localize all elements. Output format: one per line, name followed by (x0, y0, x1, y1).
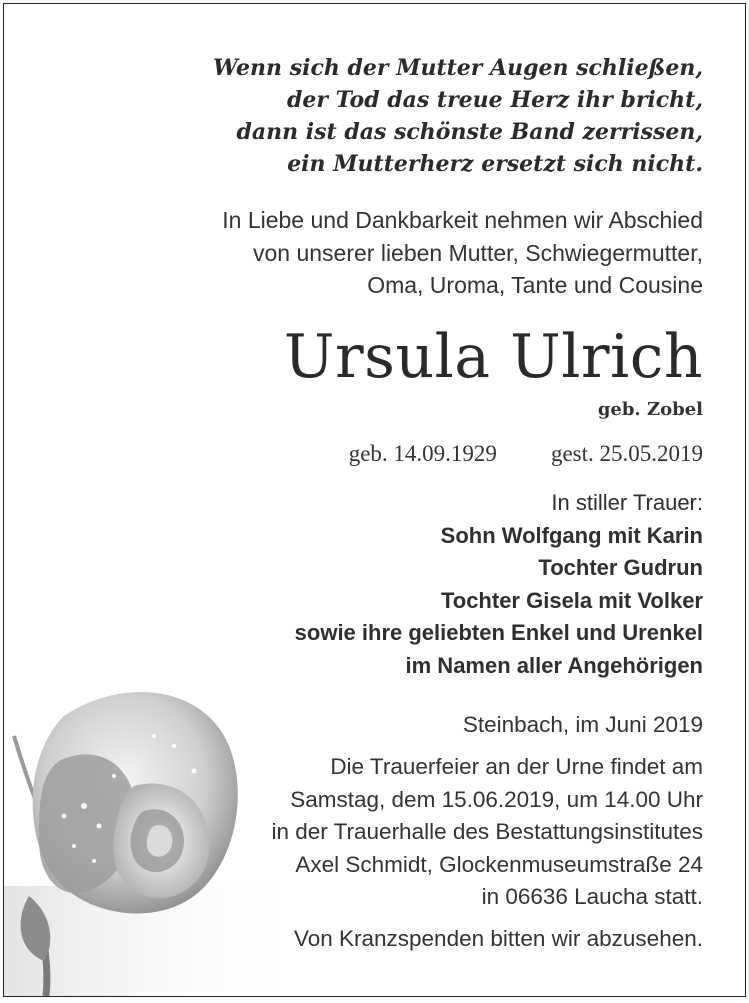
poem-line: Wenn sich der Mutter Augen schließen, (213, 55, 703, 81)
ceremony-line: Axel Schmidt, Glockenmuseumstraße 24 (295, 851, 703, 877)
intro-line: In Liebe und Dankbarkeit nehmen wir Abschied (222, 207, 703, 233)
ceremony-line: in 06636 Laucha statt. (481, 884, 703, 909)
deceased-name: Ursula Ulrich (283, 322, 703, 392)
poem-line: ein Mutterherz ersetzt sich nicht. (287, 151, 703, 177)
ceremony-info (272, 751, 704, 914)
ceremony-line: in der Trauerhalle des Bestattungsinstitutes (271, 819, 703, 844)
ceremony-line: Samstag, dem 15.06.2019, um 14.00 Uhr (290, 786, 703, 812)
rose-icon (4, 676, 304, 996)
mourners-heading: In stiller Trauer: (551, 490, 703, 515)
mourners (295, 487, 703, 682)
mourner-name: Tochter Gisela mit Volker (440, 587, 703, 613)
birth-name: geb. Zobel (597, 399, 703, 420)
birth-date: geb. 14.09.1929 (348, 441, 497, 466)
obituary-notice (3, 3, 746, 997)
life-dates (349, 438, 703, 470)
death-date: gest. 25.05.2019 (550, 441, 703, 466)
mourner-name: sowie ihre geliebten Enkel und Urenkel (294, 620, 703, 645)
intro-line: Oma, Uroma, Tante und Cousine (367, 272, 703, 298)
poem (213, 52, 703, 180)
mourner-name: Tochter Gudrun (538, 555, 703, 580)
mourner-name: im Namen aller Angehörigen (405, 652, 703, 678)
intro-line: von unserer lieben Mutter, Schwiegermutter, (252, 239, 703, 266)
wreath-note: Von Kranzspenden bitten wir abzusehen. (293, 926, 703, 951)
intro-text (222, 204, 703, 302)
poem-line: der Tod das treue Herz ihr bricht, (287, 87, 703, 113)
mourner-name: Sohn Wolfgang mit Karin (440, 522, 703, 548)
ceremony-line: Die Trauerfeier an der Urne findet am (330, 754, 703, 779)
poem-line: dann ist das schönste Band zerrissen, (236, 119, 703, 145)
place-date: Steinbach, im Juni 2019 (462, 712, 703, 737)
